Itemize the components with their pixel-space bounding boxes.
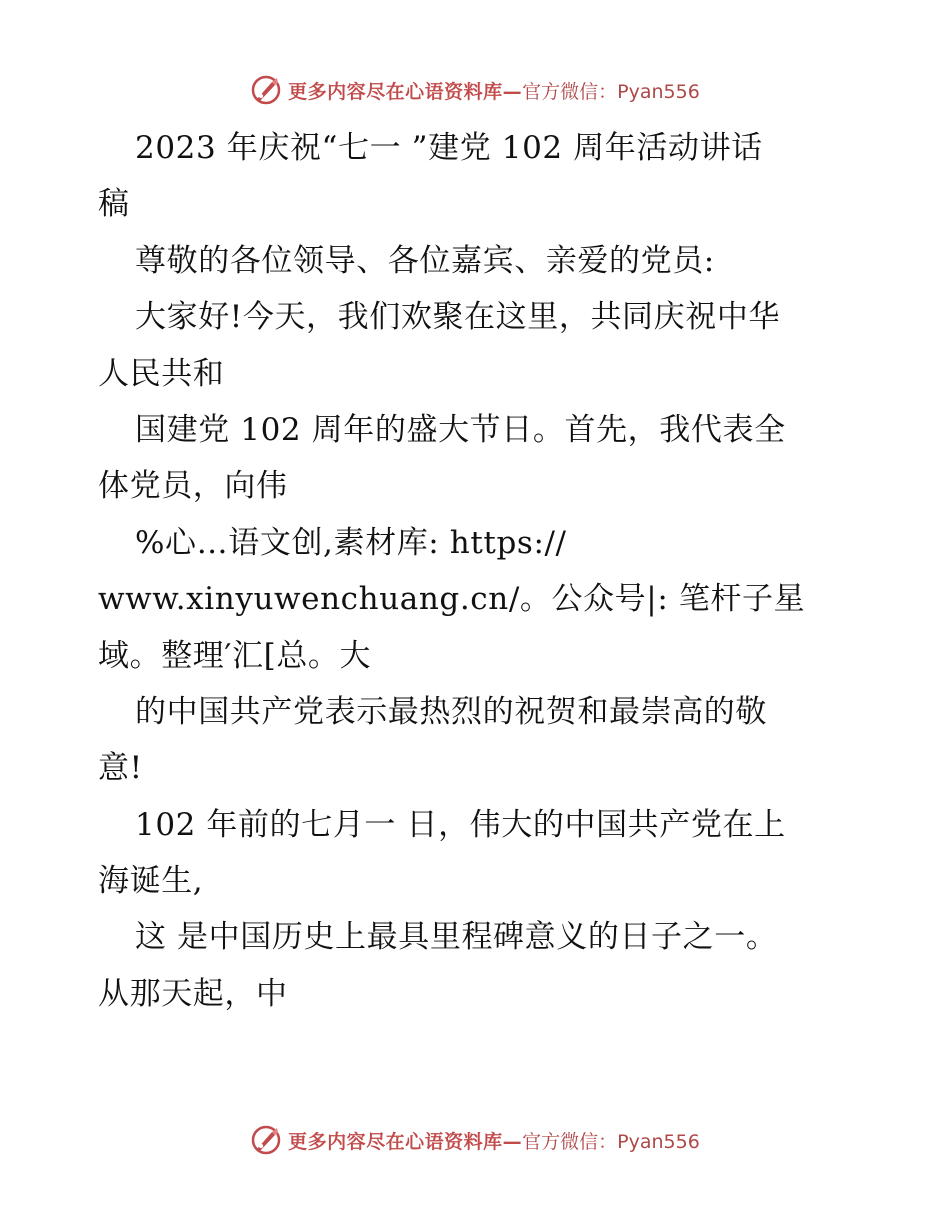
footer-banner [0,1120,950,1160]
title-line-2: 稿 [98,186,130,223]
banner-wechat: 官方微信：Pyan556 [522,80,700,103]
paragraph-line: 体党员，向伟 [98,468,288,505]
paragraph-line: 这 是中国历史上最具里程碑意义的日子之一。 [135,919,778,956]
header-banner [0,70,950,110]
paragraph-line: www.xinyuwenchuang.cn/。公众号|: 笔杆子星 [98,581,806,618]
quill-logo-icon [250,74,282,106]
banner-wechat: 官方微信：Pyan556 [522,1130,700,1153]
quill-logo-icon [250,1124,282,1156]
title-line-1: 2023 年庆祝“七一 ”建党 102 周年活动讲话 [135,130,763,166]
paragraph-line: 从那天起，中 [98,975,288,1012]
paragraph-line: 国建党 102 周年的盛大节日。首先，我代表全 [135,411,786,448]
document-body [98,120,850,1022]
paragraph-line: 海诞生, [98,863,204,900]
paragraph-line: 域。整理′汇[总。大 [98,637,372,674]
paragraph-line: 人民共和 [98,355,225,392]
salutation: 尊敬的各位领导、各位嘉宾、亲爱的党员: [135,242,715,279]
banner-text: 更多内容尽在心语资料库— [288,1130,523,1153]
paragraph-line: 意! [98,750,143,787]
paragraph-line: 大家好!今天，我们欢聚在这里，共同庆祝中华 [135,299,781,336]
banner-text: 更多内容尽在心语资料库— [288,80,523,103]
paragraph-line: 102 年前的七月一 日，伟大的中国共产党在上 [135,806,786,843]
paragraph-line: %心…语文创,素材库: https:// [135,524,567,561]
paragraph-line: 的中国共产党表示最热烈的祝贺和最崇高的敬 [135,693,767,730]
